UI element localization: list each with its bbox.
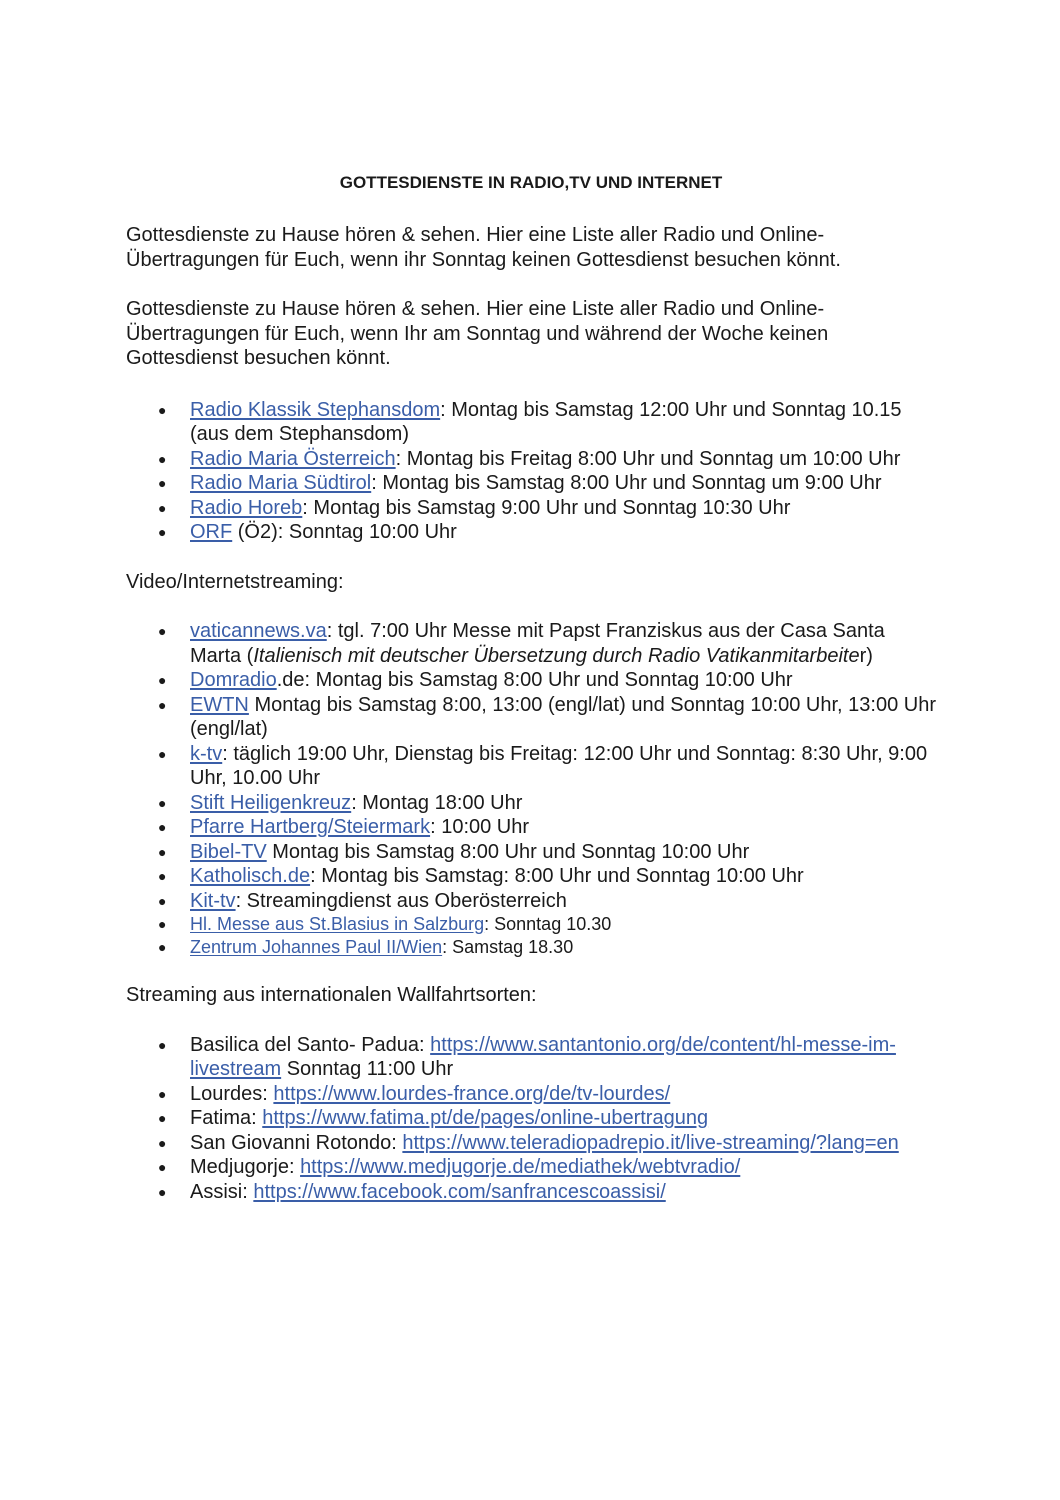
link-assisi[interactable]: https://www.facebook.com/sanfrancescoassisi/ — [253, 1180, 666, 1203]
list-item-name: Lourdes: — [190, 1082, 274, 1105]
link-stift-heiligenkreuz[interactable]: Stift Heiligenkreuz — [190, 791, 352, 814]
list-item — [126, 398, 936, 447]
intro-paragraph-2: Gottesdienste zu Hause hören & sehen. Hier eine Liste aller Radio und Online-Übertragungen für Euch, wenn Ihr am Sonntag und während der Woche keinen Gottesdienst besuchen könnt. — [126, 298, 829, 369]
bullet-icon: ● — [158, 843, 167, 860]
list-item-text: : Sonntag 10.30 — [484, 914, 612, 934]
link-padua[interactable]: https://www.santantonio.org/de/content/hl-messe-im-livestream — [190, 1033, 896, 1080]
list-item-text-end: r) — [859, 644, 873, 667]
list-item-text: Sonntag 11:00 Uhr — [281, 1058, 454, 1080]
list-item — [126, 1180, 936, 1205]
link-zentrum-jp2[interactable]: Zentrum Johannes Paul II/Wien — [190, 936, 443, 957]
list-item — [126, 815, 936, 840]
link-medjugorje[interactable]: https://www.medjugorje.de/mediathek/webtvradio/ — [300, 1156, 741, 1178]
list-item — [126, 1082, 936, 1107]
list-item — [126, 1155, 936, 1180]
bullet-icon: ● — [158, 524, 167, 540]
intl-section-label: Streaming aus internationalen Wallfahrtsorten: — [126, 984, 537, 1006]
link-kit-tv[interactable]: Kit-tv — [190, 889, 236, 912]
bullet-icon: ● — [158, 1036, 167, 1053]
bullet-icon: ● — [158, 1085, 167, 1102]
list-item-text: .de: Montag bis Samstag 8:00 Uhr und Sonntag 10:00 Uhr — [276, 669, 793, 691]
list-item-text: : Montag bis Samstag 12:00 Uhr und Sonntag 10.15 (aus dem Stephansdom) — [190, 398, 902, 445]
bullet-icon: ● — [158, 938, 167, 955]
bullet-icon: ● — [158, 1110, 167, 1126]
list-item — [126, 520, 936, 545]
list-item — [126, 447, 936, 472]
list-item-text: : Montag bis Samstag 8:00 Uhr und Sonntag um 9:00 Uhr — [371, 472, 882, 494]
list-item-name: Basilica del Santo- Padua: — [190, 1033, 431, 1056]
bullet-icon: ● — [158, 1134, 167, 1151]
list-item — [126, 840, 936, 865]
list-item — [126, 496, 936, 521]
list-item-text: : Montag bis Freitag 8:00 Uhr und Sonntag um 10:00 Uhr — [395, 447, 901, 470]
list-item-text: : Montag 18:00 Uhr — [351, 791, 523, 814]
link-ewtn[interactable]: EWTN — [190, 693, 249, 716]
intro-paragraph-1: Gottesdienste zu Hause hören & sehen. Hier eine Liste aller Radio und Online-Übertragungen für Euch, wenn ihr Sonntag keinen Gottesdienst besuchen könnt. — [126, 224, 841, 271]
list-item — [126, 913, 936, 936]
bullet-icon: ● — [158, 892, 167, 909]
bullet-icon: ● — [158, 819, 167, 835]
list-item-text: : Montag bis Samstag 9:00 Uhr und Sonntag 10:30 Uhr — [302, 496, 791, 519]
bullet-icon: ● — [158, 794, 167, 811]
link-st-blasius[interactable]: Hl. Messe aus St.Blasius in Salzburg — [190, 914, 485, 934]
bullet-icon: ● — [158, 868, 167, 884]
bullet-icon: ● — [158, 1159, 167, 1175]
list-item — [126, 1131, 936, 1156]
document-content — [126, 172, 936, 1229]
link-fatima[interactable]: https://www.fatima.pt/de/pages/online-ubertragung — [262, 1107, 709, 1129]
list-item — [126, 742, 936, 791]
page-title: GOTTESDIENSTE IN RADIO,TV UND INTERNET — [339, 173, 723, 192]
link-radio-maria-at[interactable]: Radio Maria Österreich — [190, 447, 396, 470]
list-item-name: Assisi: — [190, 1180, 254, 1203]
bullet-icon: ● — [158, 672, 167, 688]
list-item — [126, 668, 936, 693]
link-san-giovanni[interactable]: https://www.teleradiopadrepio.it/live-streaming/?lang=en — [402, 1131, 899, 1154]
bullet-icon: ● — [158, 916, 167, 932]
link-domradio[interactable]: Domradio — [190, 669, 277, 691]
list-item — [126, 889, 936, 914]
link-orf[interactable]: ORF — [190, 521, 233, 543]
bullet-icon: ● — [158, 475, 167, 491]
link-pfarre-hartberg[interactable]: Pfarre Hartberg/Steiermark — [190, 816, 431, 838]
intl-list — [126, 1033, 936, 1205]
list-item-name: Fatima: — [190, 1107, 263, 1129]
list-item — [126, 1033, 936, 1082]
list-item-name: Medjugorje: — [190, 1156, 301, 1178]
video-section-label: Video/Internetstreaming: — [126, 570, 344, 593]
link-radio-horeb[interactable]: Radio Horeb — [190, 496, 303, 519]
list-item-name: San Giovanni Rotondo: — [190, 1131, 403, 1154]
list-item — [126, 693, 936, 742]
bullet-icon: ● — [158, 401, 167, 418]
list-item-text: : Samstag 18.30 — [442, 936, 574, 957]
list-item — [126, 471, 936, 496]
bullet-icon: ● — [158, 450, 167, 467]
link-katholisch-de[interactable]: Katholisch.de — [190, 865, 311, 887]
list-item — [126, 864, 936, 889]
list-item-text: : 10:00 Uhr — [430, 816, 530, 838]
bullet-icon: ● — [158, 1183, 167, 1200]
bullet-icon: ● — [158, 745, 167, 762]
list-item-text: Montag bis Samstag 8:00, 13:00 (engl/lat) und Sonntag 10:00 Uhr, 13:00 Uhr (engl/lat) — [190, 693, 936, 740]
list-item — [126, 936, 936, 959]
list-item-text: Montag bis Samstag 8:00 Uhr und Sonntag 10:00 Uhr — [266, 840, 750, 863]
link-bibel-tv[interactable]: Bibel-TV — [190, 840, 267, 863]
list-item-text: : täglich 19:00 Uhr, Dienstag bis Freitag: 12:00 Uhr und Sonntag: 8:30 Uhr, 9:00 Uhr, 10.00 Uhr — [190, 742, 928, 789]
bullet-icon: ● — [158, 499, 167, 516]
link-vaticannews[interactable]: vaticannews.va — [190, 620, 327, 642]
list-item-italic-text: Italienisch mit deutscher Übersetzung durch Radio Vatikanmitarbeite — [253, 644, 860, 667]
bullet-icon: ● — [158, 696, 167, 713]
radio-list — [126, 398, 936, 545]
list-item — [126, 1106, 936, 1131]
list-item-text: : Streamingdienst aus Oberösterreich — [235, 889, 567, 912]
list-item-text: : tgl. 7:00 Uhr Messe mit Papst Franziskus aus der Casa Santa Marta ( — [190, 620, 885, 667]
list-item — [126, 619, 936, 668]
link-ktv[interactable]: k-tv — [190, 742, 223, 765]
link-radio-klassik[interactable]: Radio Klassik Stephansdom — [190, 398, 441, 421]
video-list-small — [126, 913, 936, 958]
bullet-icon: ● — [158, 623, 167, 639]
link-radio-maria-suedtirol[interactable]: Radio Maria Südtirol — [190, 472, 372, 494]
list-item-text: : Montag bis Samstag: 8:00 Uhr und Sonntag 10:00 Uhr — [310, 865, 804, 887]
link-lourdes[interactable]: https://www.lourdes-france.org/de/tv-lourdes/ — [273, 1082, 671, 1105]
video-list — [126, 619, 936, 913]
list-item — [126, 791, 936, 816]
list-item-text: (Ö2): Sonntag 10:00 Uhr — [232, 521, 457, 543]
